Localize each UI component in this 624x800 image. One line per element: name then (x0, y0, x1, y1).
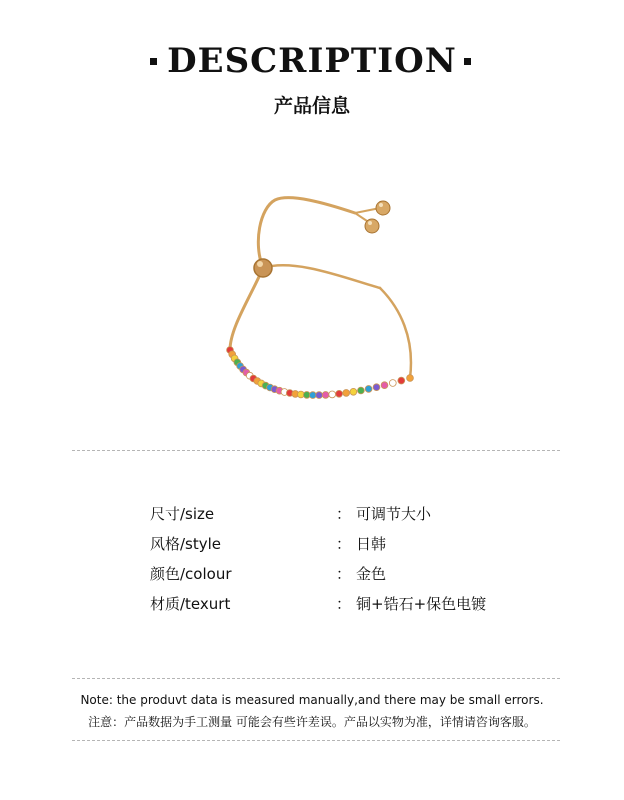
rhinestone (381, 382, 388, 389)
slider-bead (254, 259, 272, 277)
spec-label: 尺寸/size (150, 505, 215, 523)
spec-colon: ： (336, 505, 352, 523)
page-subtitle: 产品信息 (273, 95, 350, 117)
spec-row-style (0, 529, 624, 559)
note-chinese: 注意：产品数据为手工测量 可能会有些许差误。产品以实物为准，详情请咨询客服。 (88, 715, 536, 729)
rhinestone (398, 377, 405, 384)
divider-bottom (72, 740, 560, 741)
spec-colon: ： (336, 565, 352, 583)
spec-colon: ： (336, 535, 352, 553)
divider-top (72, 450, 560, 451)
spec-row-colour (0, 559, 624, 589)
spec-label: 颜色/colour (150, 565, 232, 583)
rhinestone (329, 391, 336, 398)
rhinestone (350, 388, 357, 395)
page-title: DESCRIPTION (167, 41, 457, 81)
rhinestone (316, 392, 323, 399)
spec-label: 风格/style (150, 535, 222, 553)
rhinestone (309, 392, 316, 399)
spec-row-material (0, 589, 624, 619)
page-header (0, 36, 624, 86)
spec-value: 金色 (356, 565, 387, 583)
bracelet-product-image (205, 188, 435, 428)
note-english: Note: the produvt data is measured manually,and there may be small errors. (80, 693, 544, 707)
rhinestone (373, 384, 380, 391)
rhinestone (322, 392, 329, 399)
end-beads (365, 201, 390, 233)
rhinestone (407, 375, 414, 382)
divider-middle (72, 678, 560, 679)
spec-value: 日韩 (356, 535, 387, 553)
rhinestone (358, 387, 365, 394)
spec-label: 材质/texurt (150, 595, 231, 613)
spec-value: 铜+锆石+保色电镀 (356, 595, 487, 613)
spec-colon: ： (336, 595, 352, 613)
heading-bullet-right (464, 58, 471, 65)
rhinestone (343, 390, 350, 397)
spec-value: 可调节大小 (356, 505, 432, 523)
rhinestone (365, 386, 372, 393)
rhinestone (336, 390, 343, 397)
rhinestone (389, 380, 396, 387)
bracelet-chain (230, 198, 411, 378)
spec-row-size (0, 499, 624, 529)
rhinestone-row (227, 347, 414, 399)
